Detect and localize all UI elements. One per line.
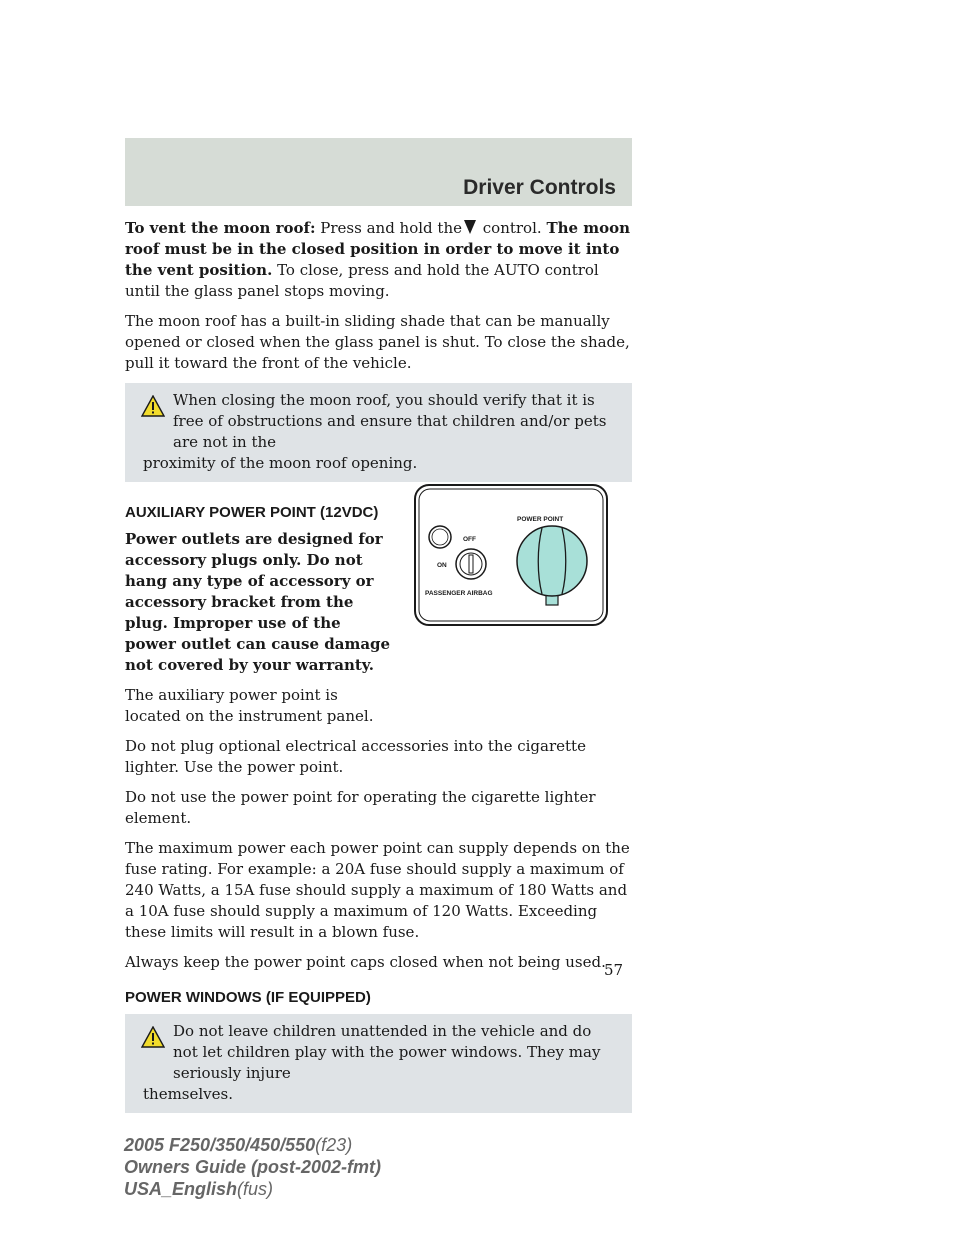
warning-text-1: When closing the moon roof, you should verify that it is free of obstructions and ensure that children and/or pets are not in the bbox=[173, 391, 607, 451]
vent-lead: To vent the moon roof: bbox=[125, 219, 316, 237]
footer-guide: Owners Guide (post-2002-fmt) bbox=[124, 1157, 382, 1177]
label-passenger-airbag: PASSENGER AIRBAG bbox=[425, 590, 493, 597]
section-title: Driver Controls bbox=[463, 176, 616, 199]
footer bbox=[124, 1134, 381, 1200]
windows-heading: POWER WINDOWS (IF EQUIPPED) bbox=[125, 989, 371, 1006]
vent-arrow-icon bbox=[464, 220, 476, 234]
aux-max-power-paragraph: The maximum power each power point can supply depends on the fuse rating. For example: a 20A fuse should supply a maximum of 240 Watts, a 15A fuse should supply a maximum of 180 Watts and a 10A fuse should supply a maximum of 120 Watts. Exceeding these limits will result in a blown fuse. bbox=[125, 839, 630, 941]
section-header-band bbox=[125, 138, 632, 206]
label-on: ON bbox=[437, 562, 447, 569]
label-power-point: POWER POINT bbox=[517, 516, 564, 523]
aux-located-paragraph: The auxiliary power point is located on the instrument panel. bbox=[125, 686, 374, 725]
windows-warning-text-2: themselves. bbox=[143, 1085, 233, 1103]
shade-paragraph: The moon roof has a built-in sliding shade that can be manually opened or closed when the glass panel is shut. To close the shade, pull it toward the front of the vehicle. bbox=[125, 312, 630, 372]
power-point-figure bbox=[413, 483, 609, 627]
footer-lang: USA_English bbox=[124, 1179, 238, 1199]
vent-text-3: To close, press and hold the AUTO control until the glass panel stops moving. bbox=[125, 261, 599, 300]
windows-warning-box bbox=[125, 1014, 632, 1113]
vent-bold-text: The moon roof must be in the closed position in order to move it into the vent position. bbox=[125, 219, 631, 279]
page-content bbox=[125, 218, 632, 1133]
windows-warning-text-1: Do not leave children unattended in the vehicle and do not let children play with the power windows. They may seriously injure bbox=[173, 1022, 601, 1082]
footer-model: 2005 F250/350/450/550 bbox=[124, 1135, 316, 1155]
warning-triangle-icon bbox=[141, 1026, 165, 1048]
aux-bold-paragraph: Power outlets are designed for accessory plugs only. Do not hang any type of accessory or accessory bracket from the plug. Improper use of the power outlet can cause damage not covered by your warranty. bbox=[125, 530, 391, 674]
aux-caps-paragraph: Always keep the power point caps closed when not being used. bbox=[125, 953, 606, 971]
power-point-cap bbox=[517, 526, 587, 596]
aux-heading: AUXILIARY POWER POINT (12VDC) bbox=[125, 504, 379, 521]
footer-model-code: (f23) bbox=[315, 1135, 353, 1155]
aux-no-use-paragraph: Do not use the power point for operating the cigarette lighter element. bbox=[125, 788, 596, 827]
vent-text-2: control. bbox=[482, 219, 542, 237]
page-number: 57 bbox=[604, 961, 624, 979]
vent-text-1: Press and hold the bbox=[320, 219, 462, 237]
label-off: OFF bbox=[463, 536, 476, 543]
footer-lang-code: (fus) bbox=[237, 1179, 274, 1199]
vent-paragraph bbox=[125, 218, 632, 302]
warning-triangle-icon bbox=[141, 395, 165, 417]
moonroof-warning-box bbox=[125, 383, 632, 482]
aux-no-plug-paragraph: Do not plug optional electrical accessories into the cigarette lighter. Use the power point. bbox=[125, 737, 586, 776]
warning-text-2: proximity of the moon roof opening. bbox=[143, 454, 418, 472]
